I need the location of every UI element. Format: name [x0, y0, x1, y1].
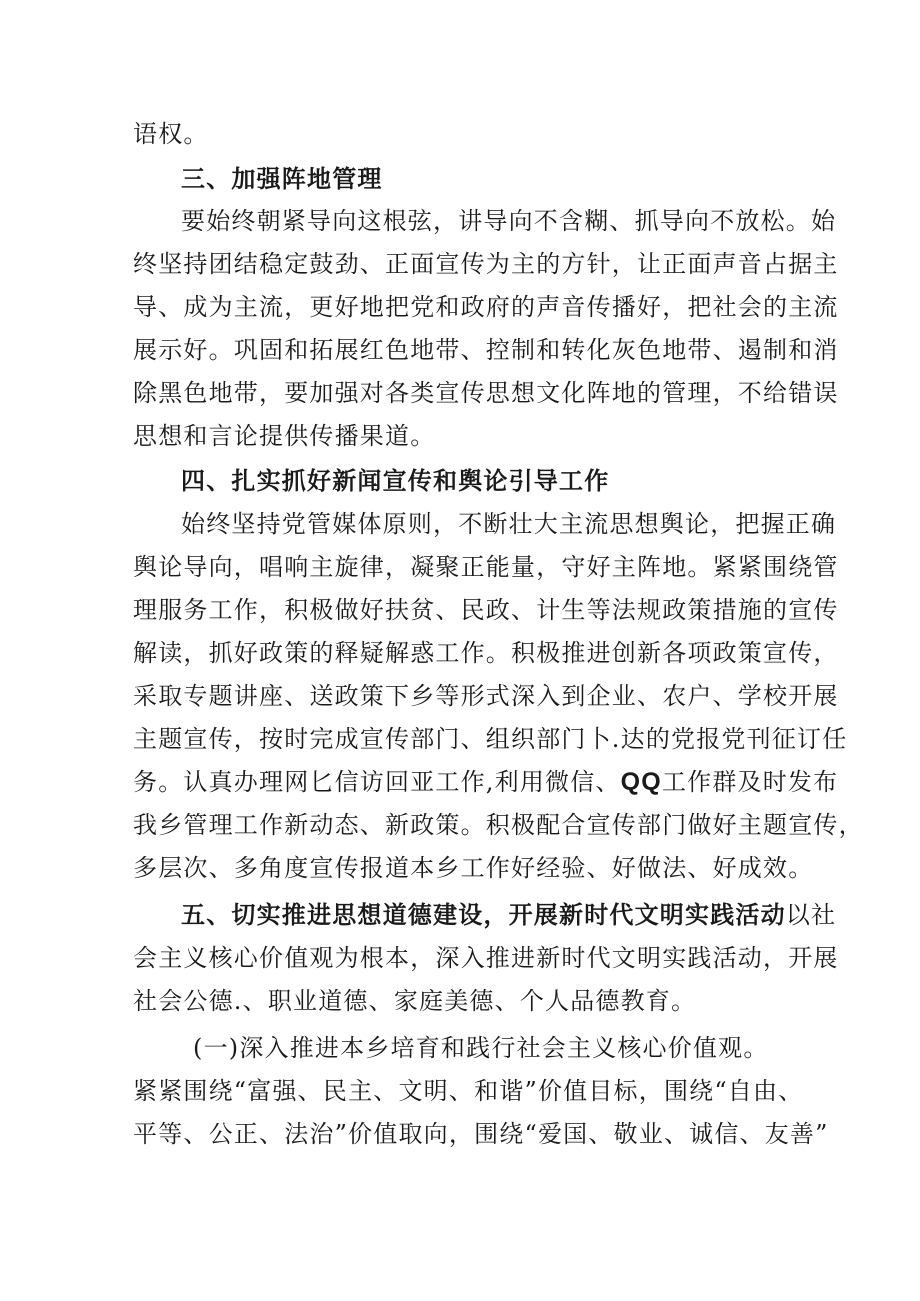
paragraph-line: 会主义核心价值观为根本，深入推进新时代文明实践活动，开展 — [133, 944, 839, 972]
paragraph-line: 始终坚持党管媒体原则，不断壮大主流思想舆论，把握正确 — [181, 510, 837, 538]
qq-label: QQ — [620, 768, 662, 796]
paragraph-line: 除黑色地带，要加强对各类宣传思想文化阵地的管理，不给错误 — [133, 379, 839, 407]
paragraph-line: 采取专题讲座、送政策下乡等形式深入到企业、农户、学校开展 — [133, 682, 839, 710]
paragraph-line: 多层次、多角度宣传报道本乡工作好经验、好做法、好成效。 — [133, 854, 814, 882]
paragraph-line: 要始终朝紧导向这根弦，讲导向不含糊、抓导向不放松。始 — [181, 207, 837, 235]
line-segment: 工作群及时发布 — [661, 768, 839, 796]
paragraph-line: 社会公德.、职业道德、家庭美德、个人品德教育。 — [133, 987, 697, 1015]
paragraph-line: 舆论导向，唱响主旋律，凝聚正能量，守好主阵地。紧紧围绕管 — [133, 553, 839, 581]
paragraph-line: 我乡管理工作新动态、新政策。积极配合宣传部门做好主题宣传， — [133, 811, 864, 839]
paragraph-line: 展示好。巩固和拓展红色地带、控制和转化灰色地带、遏制和消 — [133, 336, 839, 364]
subsection-heading: (一)深入推进本乡培育和践行社会主义核心价值观。 — [193, 1034, 769, 1062]
paragraph-line: 语权。 — [133, 120, 209, 148]
line-segment: 务。认真办理网匕信访回亚工作,利用微信、 — [133, 768, 621, 796]
paragraph-line: 理服务工作，积极做好扶贫、民政、计生等法规政策措施的宣传 — [133, 596, 839, 624]
heading-text: 五、切实推进思想道德建设，开展新时代文明实践活动 — [181, 901, 786, 929]
section-heading-5 — [181, 893, 841, 937]
paragraph-line — [133, 760, 839, 804]
paragraph-line: 主题宣传，按时完成宣传部门、组织部门卜.达的党报党刊征订任 — [133, 725, 848, 753]
paragraph-line: 终坚持团结稳定鼓劲、正面宣传为主的方针，让正面声音占据主 — [133, 250, 839, 278]
paragraph-line: 思想和言论提供传播果道。 — [133, 422, 436, 450]
paragraph-line: 平等、公正、法治”价值取向，围绕“爱国、敬业、诚信、友善” — [133, 1120, 829, 1148]
section-heading-3: 三、加强阵地管理 — [181, 165, 383, 193]
paragraph-line: 紧紧围绕“富强、民主、文明、和谐”价值目标，围绕“自由、 — [133, 1077, 804, 1105]
section-heading-4: 四、扎实抓好新闻宣传和舆论引导工作 — [181, 467, 610, 495]
paragraph-line: 解读，抓好政策的释疑解惑工作。积极推进创新各项政策宣传， — [133, 639, 839, 667]
paragraph-line: 导、成为主流，更好地把党和政府的声音传播好，把社会的主流 — [133, 293, 839, 321]
line-segment: 以社 — [785, 901, 837, 929]
